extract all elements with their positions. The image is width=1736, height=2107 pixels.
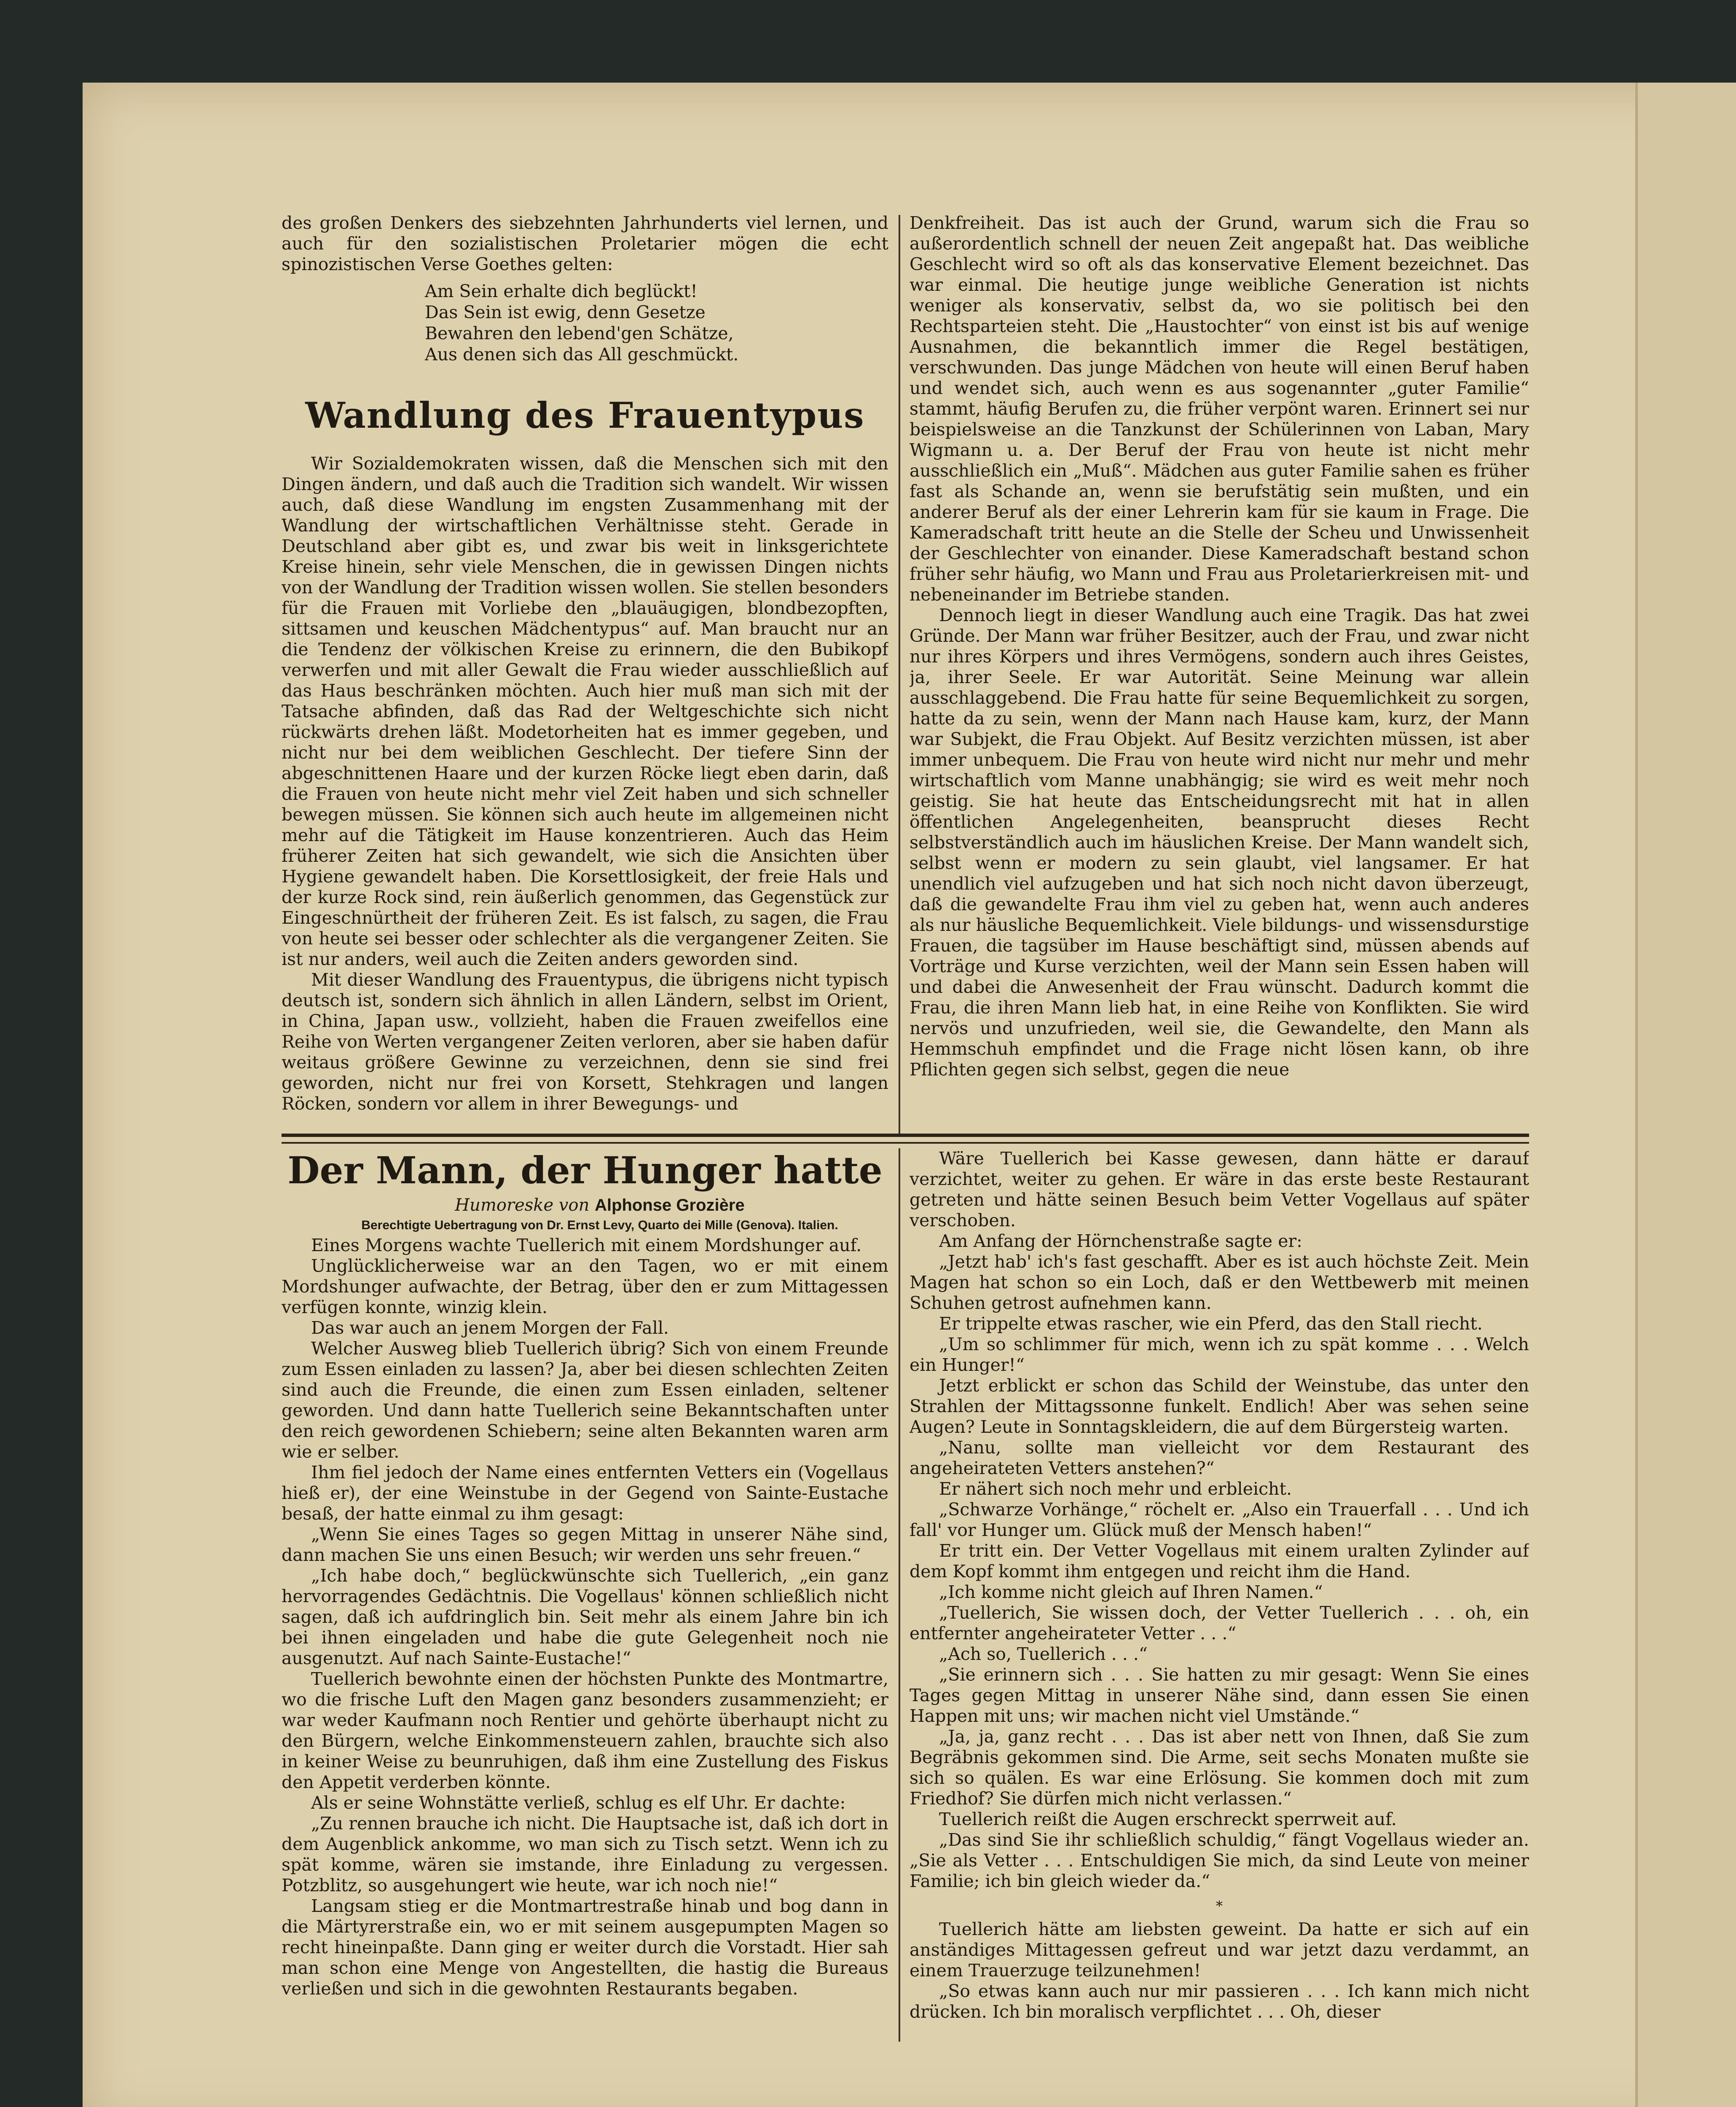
story-paragraph: Er trippelte etwas rascher, wie ein Pferd, das den Stall riecht. bbox=[939, 1314, 1483, 1334]
story-paragraph: „Tuellerich, Sie wissen doch, der Vetter Tuellerich . . . oh, ein entfernter angeheirateter Vetter . . .“ bbox=[910, 1603, 1529, 1643]
story-paragraph: Eines Morgens wachte Tuellerich mit einem Mordshunger auf. bbox=[311, 1235, 862, 1255]
story-paragraph: „Nanu, sollte man vielleicht vor dem Restaurant des angeheirateten Vetters anstehen?“ bbox=[910, 1437, 1529, 1478]
column-divider bbox=[899, 1148, 900, 2042]
byline-prefix: Humoreske von bbox=[455, 1196, 590, 1215]
story-paragraph: Er nähert sich noch mehr und erbleicht. bbox=[939, 1479, 1292, 1499]
article1-paragraph: Mit dieser Wandlung des Frauentypus, die übrigens nicht typisch deutsch ist, sondern sich ähnlich in allen Ländern, selbst im Orient, in China, Japan usw., vollzieht, haben die Frauen zweifellos eine Reihe von Werten vergangener Zeiten verloren, aber sie haben dafür weitaus größere Gewinne zu verzeichnen, denn sie sind frei geworden, nicht nur frei von Korsett, Stehkragen und langen Röcken, sondern vor allem in ihrer Bewegungs- und bbox=[282, 970, 888, 1114]
article2-title: Der Mann, der Hunger hatte bbox=[287, 1148, 883, 1192]
story-paragraph: „Schwarze Vorhänge,“ röchelt er. „Also ein Trauerfall . . . Und ich fall' vor Hunger um. Glück muß der Mensch haben!“ bbox=[910, 1499, 1529, 1540]
article2-column-right bbox=[910, 1148, 1529, 2042]
section-separator-star: * bbox=[1216, 1898, 1223, 1914]
story-paragraph: „Ja, ja, ganz recht . . . Das ist aber nett von Ihnen, daß Sie zum Begräbnis gekommen sind. Die Arme, seit sechs Monaten mußte sie sich so quälen. Es war eine Erlösung. Sie kommen doch mit zum Friedhof? Sie dürfen mich nicht verlassen.“ bbox=[910, 1726, 1529, 1809]
article2-byline bbox=[282, 1195, 888, 1216]
story-paragraph: Tuellerich reißt die Augen erschreckt sperrweit auf. bbox=[939, 1809, 1397, 1829]
story-paragraph: „So etwas kann auch nur mir passieren . . . Ich kann mich nicht drücken. Ich bin moralisch verpflichtet . . . Oh, dieser bbox=[910, 1981, 1529, 2022]
article1-paragraph: Denkfreiheit. Das ist auch der Grund, warum sich die Frau so außerordentlich schnell der neuen Zeit angepaßt hat. Das weibliche Geschlecht wird so oft als das konservative Element bezeichnet. Das war einmal. Die heutige junge weibliche Generation ist nichts weniger als konservativ, selbst da, wo sie politisch bei den Rechtsparteien steht. Die „Haustochter“ von einst ist bis auf wenige Ausnahmen, die bekanntlich immer die Regel bestätigen, verschwunden. Das junge Mädchen von heute will einen Beruf haben und wendet sich, auch wenn es aus sogenannter „guter Familie“ stammt, häufig Berufen zu, die früher verpönt waren. Erinnert sei nur beispielsweise an die Tanzkunst der Schülerinnen von Laban, Mary Wigmann u. a. Der Beruf der Frau von heute ist nicht mehr ausschließlich ein „Muß“. Mädchen aus guter Familie sahen es früher fast als Schande an, wenn sie berufstätig sein mußten, und ein anderer Beruf als der einer Lehrerin kam für sie kaum in Frage. Die Kameradschaft tritt heute an die Stelle der Scheu und Unwissenheit der Geschlechter von einander. Diese Kameradschaft bestand schon früher sehr häufig, wo Mann und Frau aus Proletarierkreisen mit- und nebeneinander im Betriebe standen. bbox=[910, 213, 1529, 605]
article1-title: Wandlung des Frauentypus bbox=[305, 394, 865, 436]
story-paragraph: „Sie erinnern sich . . . Sie hatten zu mir gesagt: Wenn Sie eines Tages gegen Mittag in unserer Nähe sind, dann essen Sie einen Happen mit uns; wir machen nicht viel Umstände.“ bbox=[910, 1665, 1529, 1726]
story-paragraph: „Jetzt hab' ich's fast geschafft. Aber es ist auch höchste Zeit. Mein Magen hat schon so ein Loch, daß er den Wettbewerb mit meinen Schuhen getrost aufnehmen kann. bbox=[910, 1252, 1529, 1313]
article1-paragraph: Dennoch liegt in dieser Wandlung auch eine Tragik. Das hat zwei Gründe. Der Mann war früher Besitzer, auch der Frau, und zwar nicht nur ihres Körpers und ihres Vermögens, sondern auch ihres Geistes, ja, ihrer Seele. Er war Autorität. Seine Meinung war allein ausschlaggebend. Die Frau hatte für seine Bequemlichkeit zu sorgen, hatte da zu sein, wenn der Mann nach Hause kam, kurz, der Mann war Subjekt, die Frau Objekt. Auf Besitz verzichten müssen, ist aber immer unbequem. Die Frau von heute wird nicht nur mehr und mehr wirtschaftlich vom Manne unabhängig; sie wird es weit mehr noch geistig. Sie hat heute das Entscheidungsrecht mit hat in allen öffentlichen Angelegenheiten, beansprucht dieses Recht selbstverständlich auch im häuslichen Kreise. Der Mann wandelt sich, selbst wenn er modern zu sein glaubt, viel langsamer. Er hat unendlich viel aufzugeben und hat sich noch nicht davon überzeugt, daß die gewandelte Frau ihm viel zu geben hat, wenn auch anderes als nur häusliche Bequemlichkeit. Viele bildungs- und wissensdurstige Frauen, die tagsüber im Hause beschäftigt sind, müssen abends auf Vorträge und Kurse verzichten, weil der Mann sein Essen haben will und dabei die Anwesenheit der Frau wünscht. Dadurch kommt die Frau, die ihren Mann lieb hat, in eine Reihe von Konflikten. Sie wird nervös und unzufrieden, weil sie, die Gewandelte, den Mann als Hemmschuh empfindet und die Frage nicht lösen kann, ob ihre Pflichten gegen sich selbst, gegen die neue bbox=[910, 605, 1529, 1080]
story-paragraph: Tuellerich hätte am liebsten geweint. Da hatte er sich auf ein anständiges Mittagessen gefreut und war jetzt dazu verdammt, an einem Trauerzuge teilzunehmen! bbox=[910, 1919, 1529, 1981]
story-paragraph: „Das sind Sie ihr schließlich schuldig,“ fängt Vogellaus wieder an. „Sie als Vetter . . . Entschuldigen Sie mich, da sind Leute von meiner Familie; ich bin gleich wieder da.“ bbox=[910, 1830, 1529, 1891]
story-paragraph: Als er seine Wohnstätte verließ, schlug es elf Uhr. Er dachte: bbox=[311, 1793, 846, 1813]
verse-line: Das Sein ist ewig, denn Gesetze bbox=[425, 302, 706, 322]
verse-line: Aus denen sich das All geschmückt. bbox=[425, 344, 739, 365]
verse-line: Bewahren den lebend'gen Schätze, bbox=[425, 323, 734, 343]
story-paragraph: „Ich habe doch,“ beglückwünschte sich Tuellerich, „ein ganz hervorragendes Gedächtnis. Die Vogellaus' können schließlich nicht sagen, daß ich aufdringlich bin. Seit mehr als einem Jahre bin ich bei ihnen eingeladen und habe die gute Gelegenheit noch nie ausgenutzt. Auf nach Sainte-Eustache!“ bbox=[282, 1566, 888, 1668]
story-paragraph: „Zu rennen brauche ich nicht. Die Hauptsache ist, daß ich dort in dem Augenblick ankomme, wo man sich zu Tisch setzt. Wenn ich zu spät komme, wären sie imstande, ihre Einladung zu vergessen. Potzblitz, so ausgehungert wie heute, war ich noch nie!“ bbox=[282, 1813, 888, 1895]
story-paragraph: Am Anfang der Hörnchenstraße sagte er: bbox=[939, 1231, 1302, 1251]
article1-paragraph: Wir Sozialdemokraten wissen, daß die Menschen sich mit den Dingen ändern, und daß auch die Tradition sich wandelt. Wir wissen auch, daß diese Wandlung im engsten Zusammenhang mit der Wandlung der wirtschaftlichen Verhältnisse steht. Gerade in Deutschland aber gibt es, und zwar bis weit in linksgerichtete Kreise hinein, sehr viele Menschen, die in gewissen Dingen nichts von der Wandlung der Tradition wissen wollen. Sie stellen besonders für die Frauen mit Vorliebe den „blauäugigen, blondbezopften, sittsamen und keuschen Mädchentypus“ auf. Man braucht nur an die Tendenz der völkischen Kreise zu erinnern, die den Bubikopf verwerfen und mit aller Gewalt die Frau wieder ausschließlich auf das Haus beschränken möchten. Auch hier muß man sich mit der Tatsache abfinden, daß das Rad der Weltgeschichte sich nicht rückwärts drehen läßt. Modetorheiten hat es immer gegeben, und nicht nur bei dem weiblichen Geschlecht. Der tiefere Sinn der abgeschnittenen Haare und der kurzen Röcke liegt eben darin, daß die Frauen von heute nicht mehr viel Zeit haben und sich schneller bewegen müssen. Sie können sich auch heute im allgemeinen nicht mehr auf die Tätigkeit im Hause konzentrieren. Auch das Heim früherer Zeiten hat sich gewandelt, wie sich die Ansichten über Hygiene gewandelt haben. Die Korsettlosigkeit, der freie Hals und der kurze Rock sind, rein äußerlich genommen, das Gegenstück zur Eingeschnürtheit der früheren Zeit. Es ist falsch, zu sagen, die Frau von heute sei besser oder schlechter als die vergangener Zeiten. Sie ist nur anders, weil auch die Zeiten anders geworden sind. bbox=[282, 453, 888, 969]
verse-line: Am Sein erhalte dich beglückt! bbox=[425, 281, 698, 301]
story-paragraph: „Ich komme nicht gleich auf Ihren Namen.“ bbox=[939, 1582, 1323, 1602]
story-paragraph: Das war auch an jenem Morgen der Fall. bbox=[311, 1318, 669, 1338]
story-paragraph: „Wenn Sie eines Tages so gegen Mittag in unserer Nähe sind, dann machen Sie uns einen Besuch; wir werden uns sehr freuen.“ bbox=[282, 1524, 888, 1565]
story-paragraph: Jetzt erblickt er schon das Schild der Weinstube, das unter den Strahlen der Mittagssonne funkelt. Endlich! Aber was sehen seine Augen? Leute in Sonntagskleidern, die auf dem Bürgersteig warten. bbox=[910, 1375, 1529, 1437]
article1-column-right bbox=[910, 213, 1529, 1129]
goethe-verse bbox=[425, 281, 888, 365]
story-paragraph: „Um so schlimmer für mich, wenn ich zu spät komme . . . Welch ein Hunger!“ bbox=[910, 1334, 1529, 1375]
story-paragraph: Ihm fiel jedoch der Name eines entfernten Vetters ein (Vogellaus hieß er), der eine Weinstube in der Gegend von Sainte-Eustache besaß, der hatte einmal zu ihm gesagt: bbox=[282, 1462, 888, 1524]
translation-rights: Berechtigte Uebertragung von Dr. Ernst Levy, Quarto dei Mille (Genova). Italien. bbox=[361, 1218, 838, 1232]
article2-column-left bbox=[282, 1148, 888, 2042]
story-paragraph: Er tritt ein. Der Vetter Vogellaus mit einem uralten Zylinder auf dem Kopf kommt ihm entgegen und reicht ihm die Hand. bbox=[910, 1541, 1529, 1582]
article1-intro: des großen Denkers des siebzehnten Jahrhunderts viel lernen, und auch für den sozialistischen Proletarier mögen die echt spinozistischen Verse Goethes gelten: bbox=[282, 213, 888, 274]
column-divider bbox=[899, 215, 900, 1134]
article1-column-left bbox=[282, 213, 888, 1129]
story-paragraph: Wäre Tuellerich bei Kasse gewesen, dann hätte er darauf verzichtet, weiter zu gehen. Er wäre in das erste beste Restaurant getreten und hätte seinen Besuch beim Vetter Vogellaus auf später verschoben. bbox=[910, 1148, 1529, 1230]
story-paragraph: Tuellerich bewohnte einen der höchsten Punkte des Montmartre, wo die frische Luft den Magen ganz besonders zusammenzieht; er war weder Kaufmann noch Rentier und gehörte überhaupt nicht zu den Bürgern, welche Einkommensteuern zahlen, brauchte sich also in keiner Weise zu beunruhigen, daß ihm eine Zustellung des Fiskus den Appetit verderben könnte. bbox=[282, 1669, 888, 1792]
section-divider bbox=[282, 1134, 1529, 1144]
author-name: Alphonse Grozière bbox=[595, 1196, 745, 1214]
next-page-edge bbox=[1635, 83, 1736, 2107]
story-paragraph: Unglücklicherweise war an den Tagen, wo er mit einem Mordshunger aufwachte, der Betrag, über den er zum Mittagessen verfügen konnte, winzig klein. bbox=[282, 1256, 888, 1317]
story-paragraph: Langsam stieg er die Montmartrestraße hinab und bog dann in die Märtyrerstraße ein, wo er mit seinem ausgepumpten Magen so recht hineinpaßte. Dann ging er weiter durch die Vorstadt. Hier sah man schon eine Menge von Angestellten, die hastig die Bureaus verließen und sich in die gewohnten Restaurants begaben. bbox=[282, 1896, 888, 1999]
story-paragraph: Welcher Ausweg blieb Tuellerich übrig? Sich von einem Freunde zum Essen einladen zu lassen? Ja, aber bei diesen schlechten Zeiten sind auch die Freunde, die einen zum Essen einladen, seltener geworden. Und dann hatte Tuellerich seine Bekanntschaften unter den reich gewordenen Schiebern; seine alten Bekannten waren arm wie er selber. bbox=[282, 1338, 888, 1462]
story-paragraph: „Ach so, Tuellerich . . .“ bbox=[939, 1644, 1148, 1664]
